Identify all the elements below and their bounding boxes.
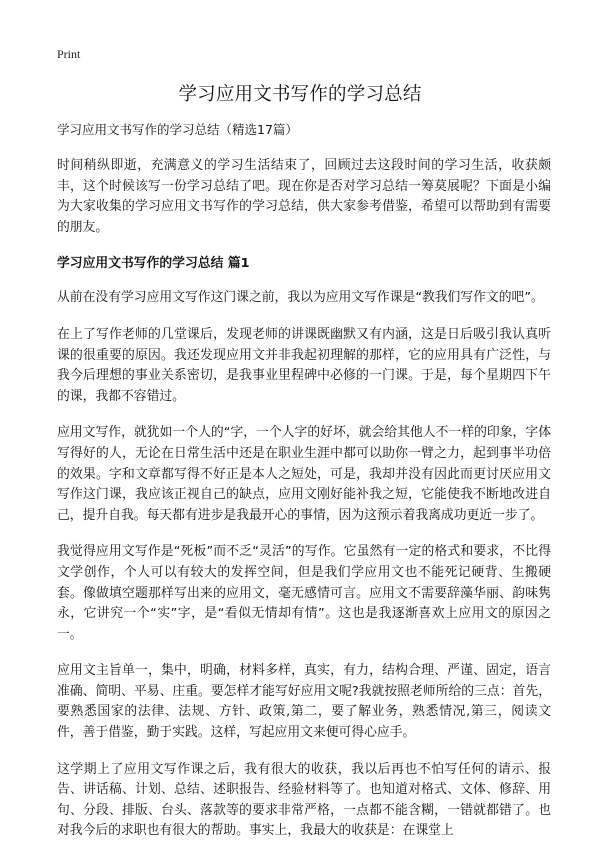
section-heading: 学习应用文书写作的学习总结 篇1: [57, 256, 250, 272]
body-paragraph: 这学期上了应用文写作课之后，我有很大的收获，我以后再也不怕写任何的请示、报告、讲话稿、计划、总结、述职报告、经验材料等了。也知道对格式、文体、修辞、用句、分段、排版、台头、落款等的要求非常严格，一点都不能含糊，一错就都错了。也对我今后的求职也有很大的帮助。事实上，我最大的收获是：在课堂上: [57, 761, 551, 839]
article-body: [57, 120, 551, 858]
article-subtitle: 学习应用文书写作的学习总结（精选17篇）: [57, 122, 298, 137]
body-paragraph: 从前在没有学习应用文写作这门课之前，我以为应用文写作课是“教我们写作文的吧”。: [57, 290, 544, 306]
print-link[interactable]: Print: [57, 47, 81, 61]
body-paragraph: 应用文写作，就犹如一个人的“字，一个人字的好坏，就会给其他人不一样的印象，字体写得好的人，无论在日常生活中还是在职业生涯中都可以助你一臂之力，起到事半功倍的效果。字和文章都写得不好正是本人之短处，可是，我却并没有因此而更讨厌应用文写作这门课，我应该正视自己的缺点，应用文刚好能补我之短，它能使我不断地改进自己，提升自我。每天都有进步是我最开心的事情，因为这预示着我离成功更近一步了。: [57, 425, 551, 523]
body-paragraph: 在上了写作老师的几堂课后，发现老师的讲课既幽默又有内涵，这是日后吸引我认真听课的很重要的原因。我还发现应用文并非我起初理解的那样，它的应用具有广泛性，与我今后理想的事业关系密切，是我事业里程碑中必修的一门课。于是，每个星期四下午的课，我都不容错过。: [57, 326, 551, 404]
page-title: 学习应用文书写作的学习总结: [178, 84, 422, 105]
body-paragraph: 我觉得应用文写作是“死板”而不乏“灵活”的写作。它虽然有一定的格式和要求，不比得文学创作，个人可以有较大的发挥空间，但是我们学应用文也不能死记硬背、生搬硬套。像做填空题那样写出来的应用文，毫无感情可言。应用文不需要辞藻华丽、韵味隽永，它讲究一个“实”字，是“看似无情却有情”。这也是我逐渐喜欢上应用文的原因之一。: [57, 544, 551, 642]
body-paragraph: 应用文主旨单一，集中，明确，材料多样，真实，有力，结构合理、严谨、固定，语言准确、简明、平易、庄重。要怎样才能写好应用文呢?我就按照老师所给的三点：首先，要熟悉国家的法律、法规、方针、政策,第二，要了解业务，熟悉情况,第三，阅读文件，善于借鉴，勤于实践。这样，写起应用文来便可得心应手。: [57, 663, 551, 741]
intro-paragraph: 时间稍纵即逝，充满意义的学习生活结束了，回顾过去这段时间的学习生活，收获颇丰，这个时候该写一份学习总结了吧。现在你是否对学习总结一筹莫展呢？下面是小编为大家收集的学习应用文书写作的学习总结，供大家参考借鉴，希望可以帮助到有需要的朋友。: [57, 158, 551, 235]
